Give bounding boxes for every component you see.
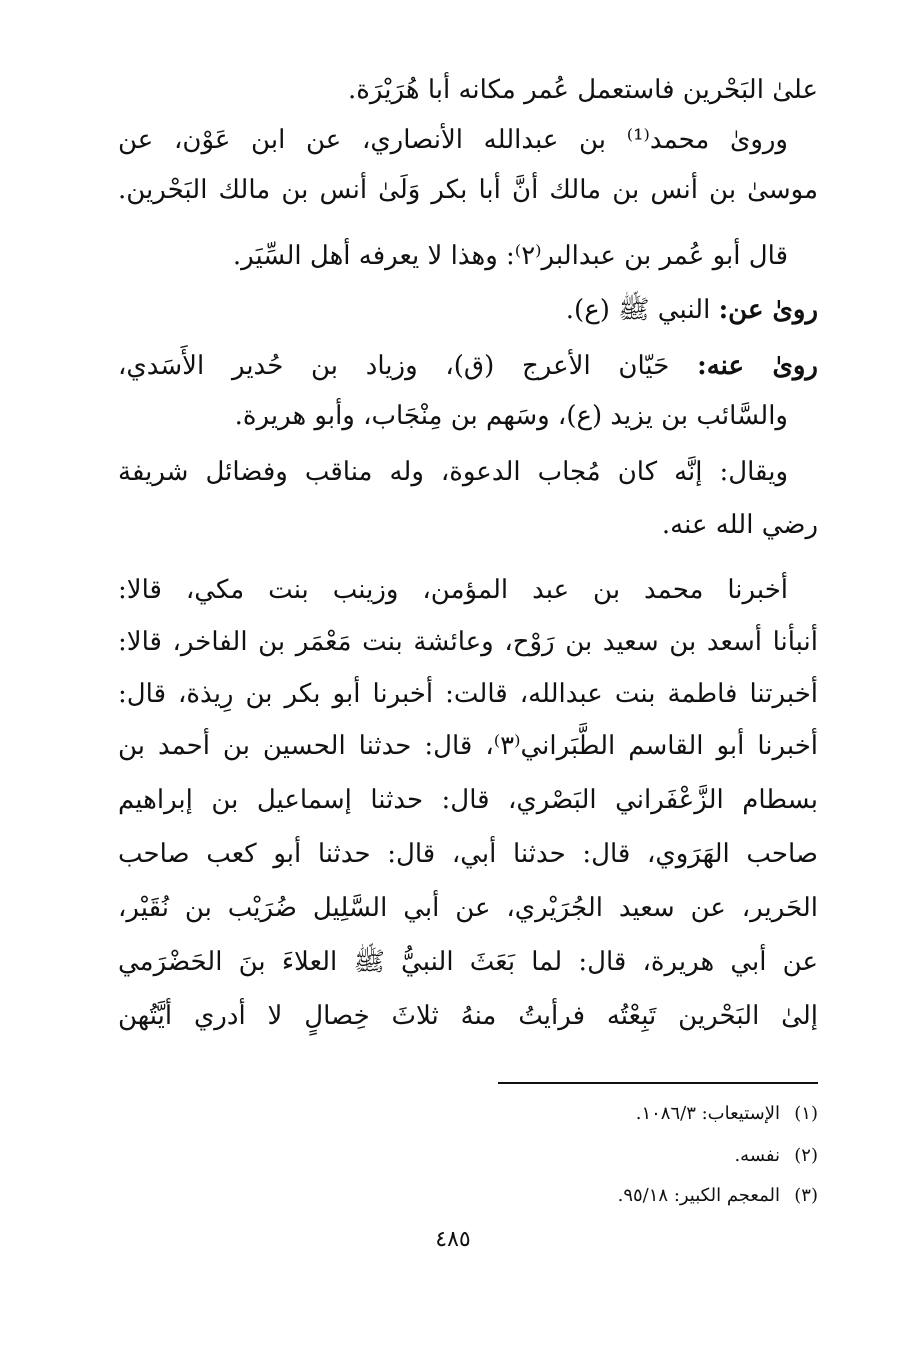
narrated-from-text: النبي ﷺ (ع).	[565, 295, 711, 325]
narrated-from-line	[118, 290, 818, 330]
text-line-3: موسىٰ بن أنس بن مالك أنَّ أبا بكر وَلَىٰ أنس بن مالك البَحْرين.	[118, 175, 818, 205]
text-line-11: أنبأنا أسعد بن سعيد بن رَوْح، وعائشة بنت مَعْمَر بن الفاخر، قالا:	[118, 627, 818, 657]
narrators-label: رویٰ عنه:	[697, 351, 818, 381]
text-line-10: أخبرنا محمد بن عبد المؤمن، وزينب بنت مكي، قالا:	[118, 575, 788, 605]
narrated-from-label: رویٰ عن:	[718, 295, 818, 325]
text-line-16: الحَرير، عن سعيد الجُرَيْري، عن أبي السَّلِيل ضُرَيْب بن نُقَيْر،	[118, 893, 818, 923]
text-line-8: ويقال: إنَّه كان مُجاب الدعوة، وله مناقب وفضائل شريفة	[118, 457, 788, 487]
text-line-9: رضي الله عنه.	[661, 510, 818, 540]
footnote-number: (٣)	[794, 1185, 818, 1206]
text-line-2: ورویٰ محمد⁽¹⁾ بن عبدالله الأنصاري، عن ابن عَوْن، عن	[118, 125, 788, 155]
text-line-1: علىٰ البَحْرين فاستعمل عُمر مكانه أبا هُرَيْرَة.	[348, 75, 818, 105]
footnote-1	[318, 1100, 818, 1128]
footnote-2	[318, 1142, 818, 1170]
text-line-12: أخبرتنا فاطمة بنت عبدالله، قالت: أخبرنا أبو بكر بن رِيذة، قال:	[118, 679, 818, 709]
footnote-text: الإستيعاب: ١٠٨٦/٣.	[635, 1103, 780, 1124]
text-line-17: عن أبي هريرة، قال: لما بَعَثَ النبيُّ ﷺ العلاءَ بنَ الحَضْرَمي	[118, 947, 818, 977]
text-line-7: والسَّائب بن يزيد (ع)، وسَهم بن مِنْجَاب، وأبو هريرة.	[234, 401, 788, 431]
text-line-18: إلىٰ البَحْرين تَبِعْتُه فرأيتُ منهُ ثلاثَ خِصالٍ لا أدري أيَّتُهن	[118, 1001, 818, 1031]
footnote-divider	[498, 1082, 818, 1084]
page-number: ٤٨٥	[435, 1227, 471, 1252]
footnote-3	[318, 1182, 818, 1210]
footnote-number: (٢)	[794, 1145, 818, 1166]
text-line-14: بسطام الزَّعْفَراني البَصْري، قال: حدثنا إسماعيل بن إبراهيم	[118, 785, 818, 815]
text-line-13: أخبرنا أبو القاسم الطَّبَراني⁽٣⁾، قال: حدثنا الحسين بن أحمد بن	[118, 731, 818, 761]
footnote-text: المعجم الكبير: ٩٥/١٨.	[617, 1185, 780, 1206]
footnote-text: نفسه.	[734, 1145, 780, 1166]
text-line-15: صاحب الهَرَوي، قال: حدثنا أبي، قال: حدثنا أبو كعب صاحب	[118, 839, 818, 869]
narrators-text: حَيّان الأعرج (ق)، وزياد بن حُدير الأَسَدي،	[118, 351, 670, 381]
text-line-4: قال أبو عُمر بن عبدالبر⁽٢⁾: وهذا لا يعرفه أهل السِّيَر.	[232, 241, 788, 271]
footnote-number: (١)	[794, 1103, 818, 1124]
narrators-line	[118, 346, 818, 386]
